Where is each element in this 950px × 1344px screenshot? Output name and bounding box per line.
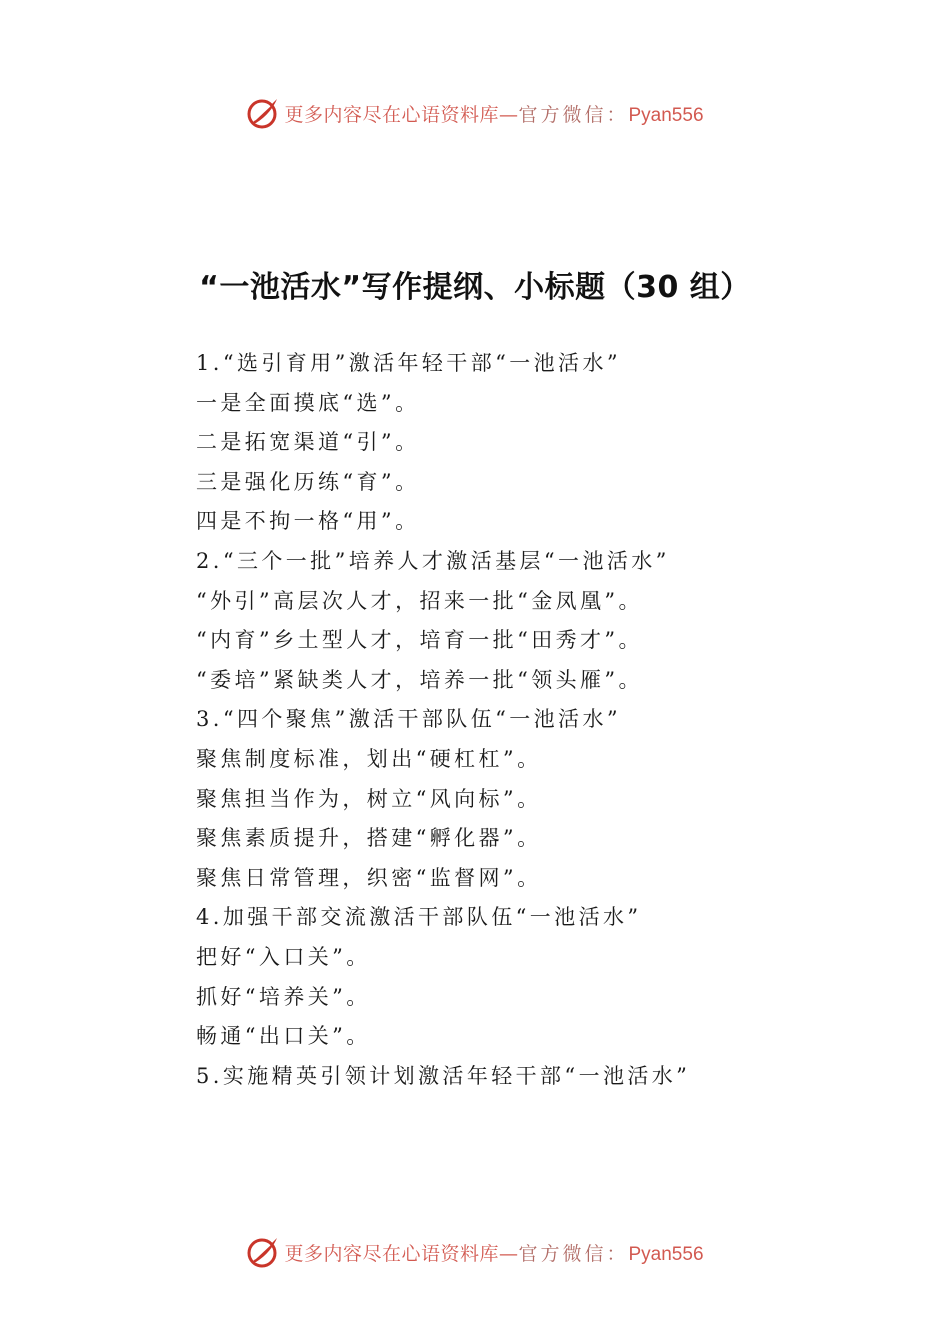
quill-logo-icon <box>246 1235 280 1269</box>
section-heading: 3.“四个聚焦”激活干部队伍“一池活水” <box>196 707 621 732</box>
watermark-wechat-id: Pyan556 <box>628 104 704 126</box>
footer-watermark <box>0 1232 950 1272</box>
section-heading: 1.“选引育用”激活年轻干部“一池活水” <box>196 351 621 375</box>
watermark-wechat-label: 官方微信： <box>518 103 629 126</box>
outline-line: 三是强化历练“育”。 <box>196 469 420 494</box>
outline-line: 畅通“出口关”。 <box>196 1024 371 1049</box>
outline-line: “委培”紧缺类人才，培养一批“领头雁”。 <box>196 667 643 692</box>
quill-logo-icon <box>246 96 280 130</box>
watermark-prefix: 更多内容尽在心语资料库— <box>284 103 519 126</box>
outline-list <box>196 344 836 1096</box>
outline-line: “内育”乡土型人才，培育一批“田秀才”。 <box>196 628 643 653</box>
watermark-prefix: 更多内容尽在心语资料库— <box>284 1242 519 1265</box>
section-heading: 5.实施精英引领计划激活年轻干部“一池活水” <box>196 1063 691 1088</box>
outline-line: 一是全面摸底“选”。 <box>196 390 420 415</box>
outline-line: 聚焦制度标准，划出“硬杠杠”。 <box>196 746 542 771</box>
outline-line: 聚焦素质提升，搭建“孵化器”。 <box>196 826 542 851</box>
header-watermark <box>0 93 950 133</box>
watermark-wechat-label: 官方微信： <box>518 1242 629 1265</box>
outline-line: 把好“入口关”。 <box>196 944 371 969</box>
outline-line: 抓好“培养关”。 <box>196 984 371 1009</box>
watermark-text <box>284 100 703 127</box>
outline-line: 四是不拘一格“用”。 <box>196 509 420 534</box>
document-title: “一池活水”写作提纲、小标题（30 组） <box>199 270 751 305</box>
outline-line: 二是拓宽渠道“引”。 <box>196 430 420 455</box>
section-heading: 4.加强干部交流激活干部队伍“一池活水” <box>196 905 642 930</box>
section-heading: 2.“三个一批”培养人才激活基层“一池活水” <box>196 548 670 573</box>
outline-line: 聚焦担当作为，树立“风向标”。 <box>196 786 542 811</box>
watermark-text <box>284 1239 703 1266</box>
outline-line: “外引”高层次人才，招来一批“金凤凰”。 <box>196 588 643 613</box>
outline-line: 聚焦日常管理，织密“监督网”。 <box>196 865 542 890</box>
watermark-wechat-id: Pyan556 <box>628 1243 704 1265</box>
